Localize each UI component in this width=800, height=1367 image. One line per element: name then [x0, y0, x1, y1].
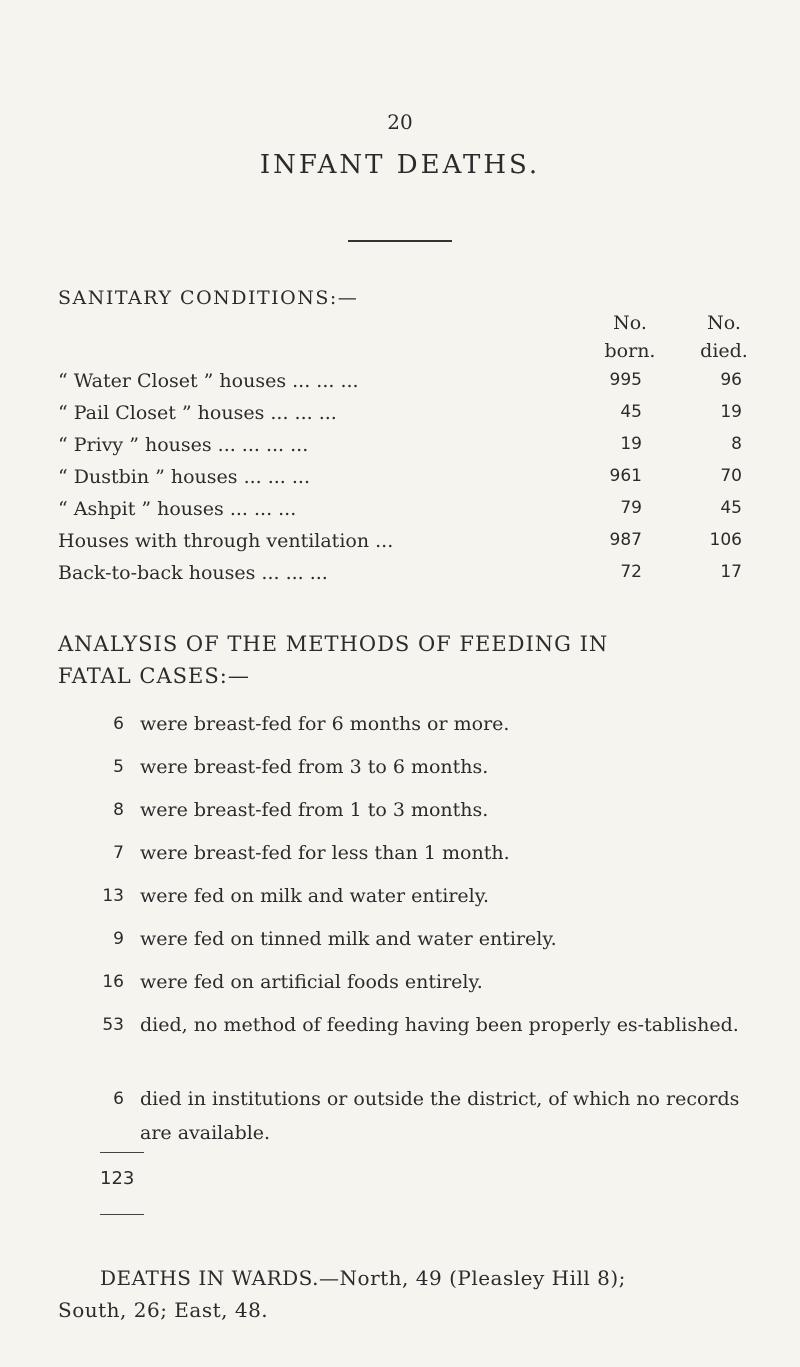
item-number: 13	[102, 886, 124, 906]
item-text: were breast-fed for less than 1 month.	[140, 842, 510, 864]
table-row	[58, 498, 742, 528]
item-text: were breast-fed from 3 to 6 months.	[140, 756, 489, 778]
wards-line2: South, 26; East, 48.	[58, 1298, 269, 1322]
row-died: 70	[720, 466, 742, 486]
row-died: 8	[731, 434, 742, 454]
row-born: 45	[620, 402, 642, 422]
row-label: “ Ashpit ” houses ... ... ...	[58, 498, 297, 520]
analysis-heading-line2: FATAL CASES:—	[58, 664, 250, 688]
row-label: Houses with through ventilation ...	[58, 530, 394, 552]
row-born: 19	[620, 434, 642, 454]
row-died: 17	[720, 562, 742, 582]
table-row	[58, 466, 742, 496]
row-label: Back-to-back houses ... ... ...	[58, 562, 328, 584]
total-count: 123	[100, 1168, 135, 1189]
item-number: 8	[113, 800, 124, 820]
item-number: 16	[102, 972, 124, 992]
row-born: 961	[609, 466, 642, 486]
item-number: 53	[102, 1015, 124, 1035]
table-row	[58, 402, 742, 432]
row-label: “ Privy ” houses ... ... ... ...	[58, 434, 309, 456]
row-born: 79	[620, 498, 642, 518]
analysis-heading	[58, 628, 748, 692]
page-number: 20	[387, 110, 413, 134]
row-died: 45	[720, 498, 742, 518]
item-number: 9	[113, 929, 124, 949]
wards-line1: DEATHS IN WARDS.—North, 49 (Pleasley Hill 8);	[100, 1266, 626, 1290]
total-rule-top	[100, 1152, 144, 1153]
sanitary-heading: SANITARY CONDITIONS:—	[58, 287, 359, 309]
item-number: 7	[113, 843, 124, 863]
page-title: INFANT DEATHS.	[259, 150, 541, 180]
item-text: were fed on tinned milk and water entirely.	[140, 928, 557, 950]
table-row	[58, 434, 742, 464]
item-text: were fed on artificial foods entirely.	[140, 971, 483, 993]
row-born: 995	[609, 370, 642, 390]
table-row	[58, 562, 742, 592]
col-died-header-line2: died.	[700, 340, 748, 362]
table-row	[58, 370, 742, 400]
row-born: 987	[609, 530, 642, 550]
item-text: were breast-fed for 6 months or more.	[140, 713, 510, 735]
item-text: died, no method of feeding having been properly es-tablished.	[140, 1014, 739, 1036]
col-died-header-line1: No.	[707, 312, 741, 334]
item-number: 6	[113, 714, 124, 734]
row-born: 72	[620, 562, 642, 582]
row-died: 106	[709, 530, 742, 550]
analysis-heading-line1: ANALYSIS OF THE METHODS OF FEEDING IN	[58, 632, 609, 656]
total-rule-bottom	[100, 1214, 144, 1215]
col-born-header-line2: born.	[604, 340, 656, 362]
table-row	[58, 530, 742, 560]
item-text: were fed on milk and water entirely.	[140, 885, 489, 907]
title-divider	[348, 240, 452, 242]
row-died: 96	[720, 370, 742, 390]
item-number: 5	[113, 757, 124, 777]
col-born-header-line1: No.	[613, 312, 647, 334]
item-number: 6	[113, 1089, 124, 1109]
deaths-in-wards	[58, 1262, 778, 1326]
item-text: were breast-fed from 1 to 3 months.	[140, 799, 489, 821]
row-label: “ Pail Closet ” houses ... ... ...	[58, 402, 337, 424]
row-died: 19	[720, 402, 742, 422]
row-label: “ Water Closet ” houses ... ... ...	[58, 370, 359, 392]
row-label: “ Dustbin ” houses ... ... ...	[58, 466, 311, 488]
item-text: died in institutions or outside the district, of which no records are available.	[140, 1088, 740, 1144]
